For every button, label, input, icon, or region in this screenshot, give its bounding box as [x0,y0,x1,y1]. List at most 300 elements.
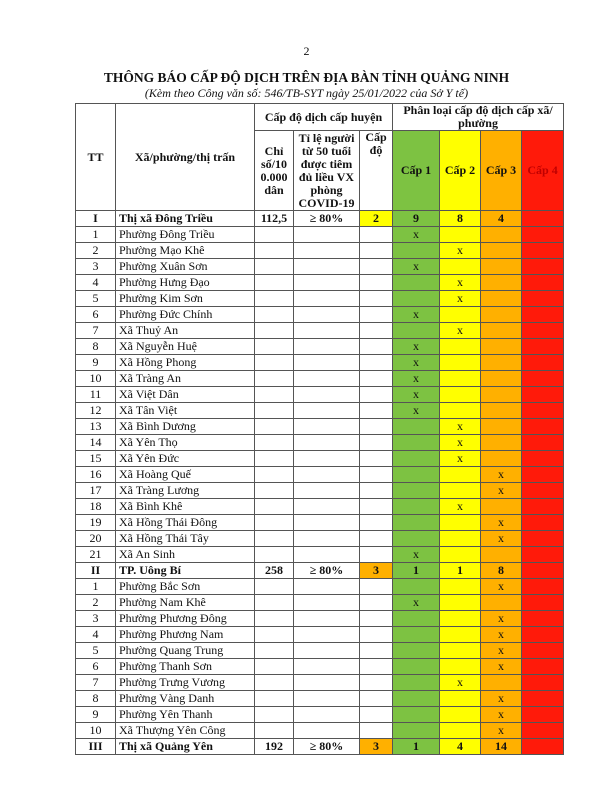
district-count-cap1: 1 [393,739,440,755]
commune-name: Xã Tân Việt [116,403,255,419]
commune-row [76,435,564,451]
empty-cell [294,595,360,611]
commune-cap3: x [481,627,522,643]
empty-cell [360,227,393,243]
commune-tt: 6 [76,307,116,323]
commune-cap2 [440,531,481,547]
empty-cell [294,467,360,483]
commune-cap4 [522,547,564,563]
commune-tt: 11 [76,387,116,403]
empty-cell [360,643,393,659]
commune-name: Xã Hồng Thái Đông [116,515,255,531]
header-level: Cấp độ [360,131,393,211]
commune-cap4 [522,579,564,595]
empty-cell [255,547,294,563]
commune-cap3 [481,451,522,467]
empty-cell [294,579,360,595]
commune-cap2 [440,611,481,627]
commune-name: Phường Kim Sơn [116,291,255,307]
header-cap1: Cấp 1 [393,131,440,211]
commune-row [76,371,564,387]
commune-cap3: x [481,579,522,595]
commune-cap4 [522,483,564,499]
commune-tt: 5 [76,291,116,307]
empty-cell [255,643,294,659]
commune-row [76,531,564,547]
empty-cell [294,355,360,371]
commune-cap4 [522,355,564,371]
commune-cap4 [522,259,564,275]
commune-cap4 [522,435,564,451]
commune-row [76,579,564,595]
commune-row [76,243,564,259]
district-count-cap3: 8 [481,563,522,579]
commune-cap1 [393,499,440,515]
district-count-cap2: 4 [440,739,481,755]
commune-cap4 [522,275,564,291]
empty-cell [255,515,294,531]
commune-row [76,611,564,627]
table-body [76,211,564,755]
empty-cell [360,483,393,499]
empty-cell [255,243,294,259]
commune-cap2 [440,467,481,483]
commune-name: Phường Đông Triều [116,227,255,243]
commune-cap1 [393,579,440,595]
commune-cap4 [522,707,564,723]
commune-cap4 [522,227,564,243]
commune-cap2: x [440,323,481,339]
district-index: 258 [255,563,294,579]
commune-tt: 4 [76,275,116,291]
commune-name: Phường Nam Khê [116,595,255,611]
empty-cell [360,403,393,419]
district-vaccine: ≥ 80% [294,739,360,755]
commune-row [76,355,564,371]
empty-cell [294,723,360,739]
empty-cell [360,339,393,355]
commune-name: Phường Quang Trung [116,643,255,659]
commune-cap2 [440,659,481,675]
commune-cap3: x [481,659,522,675]
empty-cell [360,419,393,435]
empty-cell [255,355,294,371]
commune-cap3 [481,595,522,611]
commune-tt: 3 [76,259,116,275]
empty-cell [255,483,294,499]
commune-name: Phường Yên Thanh [116,707,255,723]
empty-cell [360,291,393,307]
commune-cap1 [393,451,440,467]
commune-cap1 [393,691,440,707]
commune-row [76,595,564,611]
header-vaccine: Tỉ lệ người từ 50 tuổi được tiêm đủ liều VX phòng COVID-19 [294,131,360,211]
district-count-cap4 [522,563,564,579]
commune-cap3: x [481,691,522,707]
header-district-group: Cấp độ dịch cấp huyện [255,104,393,131]
commune-cap3 [481,435,522,451]
commune-cap1: x [393,371,440,387]
district-index: 112,5 [255,211,294,227]
district-index: 192 [255,739,294,755]
empty-cell [294,515,360,531]
commune-name: Xã Thuỷ An [116,323,255,339]
empty-cell [255,499,294,515]
empty-cell [360,435,393,451]
header-cap4-label: Cấp 4 [527,163,558,177]
header-cap4 [522,131,564,211]
commune-cap4 [522,371,564,387]
empty-cell [294,451,360,467]
empty-cell [294,643,360,659]
commune-cap2 [440,627,481,643]
commune-cap1 [393,627,440,643]
commune-row [76,323,564,339]
empty-cell [294,275,360,291]
commune-cap1 [393,611,440,627]
empty-cell [360,387,393,403]
empty-cell [360,355,393,371]
commune-cap3 [481,419,522,435]
empty-cell [360,243,393,259]
commune-cap4 [522,595,564,611]
empty-cell [360,451,393,467]
document-title: THÔNG BÁO CẤP ĐỘ DỊCH TRÊN ĐỊA BÀN TỈNH QUẢNG NINH [103,70,510,85]
commune-cap4 [522,403,564,419]
commune-cap2 [440,595,481,611]
empty-cell [360,275,393,291]
empty-cell [294,483,360,499]
commune-cap2: x [440,675,481,691]
commune-tt: 4 [76,627,116,643]
empty-cell [255,259,294,275]
commune-cap3 [481,499,522,515]
commune-row [76,547,564,563]
commune-cap1 [393,675,440,691]
empty-cell [360,707,393,723]
empty-cell [255,291,294,307]
commune-name: Phường Phương Nam [116,627,255,643]
commune-name: Phường Xuân Sơn [116,259,255,275]
document-subtitle: (Kèm theo Công văn số: 546/TB-SYT ngày 25/01/2022 của Sở Y tế) [144,86,469,100]
commune-cap1 [393,467,440,483]
empty-cell [360,691,393,707]
commune-name: Xã Bình Khê [116,499,255,515]
commune-tt: 8 [76,691,116,707]
empty-cell [360,467,393,483]
district-vaccine: ≥ 80% [294,563,360,579]
commune-tt: 19 [76,515,116,531]
district-count-cap2: 1 [440,563,481,579]
commune-cap1: x [393,355,440,371]
commune-tt: 5 [76,643,116,659]
empty-cell [294,387,360,403]
commune-name: Phường Hưng Đạo [116,275,255,291]
commune-cap3: x [481,707,522,723]
commune-cap4 [522,419,564,435]
commune-cap1 [393,483,440,499]
commune-cap2: x [440,499,481,515]
header-name: Xã/phường/thị trấn [116,104,255,211]
commune-row [76,339,564,355]
commune-cap1 [393,323,440,339]
commune-row [76,307,564,323]
commune-tt: 6 [76,659,116,675]
commune-cap2 [440,579,481,595]
commune-cap1: x [393,259,440,275]
header-cap3: Cấp 3 [481,131,522,211]
header-cap2: Cấp 2 [440,131,481,211]
commune-cap4 [522,515,564,531]
commune-cap1 [393,643,440,659]
commune-tt: 15 [76,451,116,467]
commune-name: Xã Yên Thọ [116,435,255,451]
empty-cell [294,707,360,723]
commune-cap3: x [481,515,522,531]
commune-name: Xã Hồng Thái Tây [116,531,255,547]
commune-row [76,403,564,419]
commune-cap3 [481,243,522,259]
commune-name: Phường Phương Đông [116,611,255,627]
commune-cap2 [440,515,481,531]
empty-cell [255,611,294,627]
empty-cell [294,307,360,323]
commune-cap1: x [393,227,440,243]
empty-cell [360,259,393,275]
empty-cell [294,531,360,547]
district-name: Thị xã Đông Triều [116,211,255,227]
commune-cap2 [440,355,481,371]
empty-cell [360,627,393,643]
empty-cell [255,307,294,323]
header-index: Chỉ số/10 0.000 dân [255,131,294,211]
commune-cap2 [440,387,481,403]
empty-cell [255,595,294,611]
empty-cell [255,451,294,467]
commune-tt: 21 [76,547,116,563]
commune-row [76,643,564,659]
empty-cell [255,579,294,595]
empty-cell [360,547,393,563]
commune-cap1: x [393,339,440,355]
commune-cap3 [481,403,522,419]
empty-cell [360,611,393,627]
empty-cell [294,371,360,387]
empty-cell [294,323,360,339]
commune-cap2 [440,707,481,723]
empty-cell [360,531,393,547]
commune-cap4 [522,723,564,739]
district-count-cap2: 8 [440,211,481,227]
commune-cap4 [522,243,564,259]
commune-cap4 [522,627,564,643]
commune-cap4 [522,643,564,659]
commune-cap3: x [481,643,522,659]
empty-cell [294,691,360,707]
commune-name: Xã Nguyễn Huệ [116,339,255,355]
commune-cap1: x [393,403,440,419]
empty-cell [360,579,393,595]
commune-row [76,227,564,243]
commune-cap3: x [481,611,522,627]
commune-cap2 [440,723,481,739]
commune-tt: 10 [76,371,116,387]
empty-cell [294,339,360,355]
commune-row [76,467,564,483]
commune-row [76,451,564,467]
commune-tt: 10 [76,723,116,739]
commune-cap2 [440,307,481,323]
empty-cell [294,659,360,675]
commune-cap1 [393,435,440,451]
commune-name: Phường Đức Chính [116,307,255,323]
commune-cap2: x [440,275,481,291]
commune-name: Phường Thanh Sơn [116,659,255,675]
commune-tt: 16 [76,467,116,483]
commune-row [76,419,564,435]
district-count-cap1: 9 [393,211,440,227]
empty-cell [255,435,294,451]
empty-cell [255,659,294,675]
commune-tt: 7 [76,323,116,339]
commune-name: Xã Việt Dân [116,387,255,403]
empty-cell [294,419,360,435]
empty-cell [255,371,294,387]
header-commune-group: Phân loại cấp độ dịch cấp xã/ phường [393,104,564,131]
empty-cell [294,499,360,515]
district-level: 2 [360,211,393,227]
commune-cap1: x [393,547,440,563]
empty-cell [294,435,360,451]
commune-cap3 [481,291,522,307]
commune-name: Phường Vàng Danh [116,691,255,707]
commune-cap2: x [440,451,481,467]
district-tt: II [76,563,116,579]
empty-cell [360,675,393,691]
commune-cap3 [481,675,522,691]
epidemic-level-table [75,103,564,755]
commune-cap3 [481,339,522,355]
empty-cell [255,227,294,243]
commune-cap1 [393,723,440,739]
commune-tt: 7 [76,675,116,691]
commune-row [76,483,564,499]
commune-tt: 18 [76,499,116,515]
commune-cap3 [481,275,522,291]
commune-row [76,515,564,531]
commune-cap1: x [393,307,440,323]
commune-cap1 [393,531,440,547]
commune-cap2 [440,403,481,419]
header-tt: TT [76,104,116,211]
district-count-cap1: 1 [393,563,440,579]
commune-cap2: x [440,243,481,259]
commune-cap3 [481,355,522,371]
commune-cap4 [522,307,564,323]
district-tt: I [76,211,116,227]
commune-row [76,627,564,643]
commune-cap3 [481,323,522,339]
empty-cell [255,467,294,483]
commune-cap1: x [393,387,440,403]
commune-row [76,707,564,723]
commune-tt: 12 [76,403,116,419]
empty-cell [255,339,294,355]
empty-cell [360,499,393,515]
commune-cap3 [481,259,522,275]
commune-cap1 [393,659,440,675]
commune-row [76,291,564,307]
commune-tt: 17 [76,483,116,499]
empty-cell [360,371,393,387]
commune-cap2 [440,483,481,499]
empty-cell [255,419,294,435]
district-level: 3 [360,739,393,755]
district-count-cap4 [522,211,564,227]
empty-cell [294,611,360,627]
commune-cap4 [522,675,564,691]
commune-row [76,275,564,291]
empty-cell [255,323,294,339]
district-count-cap4 [522,739,564,755]
commune-cap1 [393,515,440,531]
commune-row [76,387,564,403]
empty-cell [294,243,360,259]
commune-name: Xã Bình Dương [116,419,255,435]
commune-tt: 2 [76,243,116,259]
commune-cap4 [522,387,564,403]
empty-cell [360,723,393,739]
commune-cap3 [481,307,522,323]
commune-name: Xã Hồng Phong [116,355,255,371]
district-row [76,563,564,579]
commune-cap4 [522,659,564,675]
commune-tt: 2 [76,595,116,611]
commune-name: Xã Thượng Yên Công [116,723,255,739]
empty-cell [360,323,393,339]
commune-cap4 [522,451,564,467]
empty-cell [360,307,393,323]
commune-cap2: x [440,419,481,435]
commune-name: Xã Yên Đức [116,451,255,467]
empty-cell [294,547,360,563]
commune-cap3 [481,387,522,403]
commune-tt: 9 [76,707,116,723]
district-name: Thị xã Quảng Yên [116,739,255,755]
empty-cell [294,227,360,243]
district-tt: III [76,739,116,755]
commune-cap3 [481,547,522,563]
district-name: TP. Uông Bí [116,563,255,579]
empty-cell [255,691,294,707]
district-row [76,211,564,227]
commune-row [76,723,564,739]
empty-cell [255,403,294,419]
empty-cell [255,531,294,547]
empty-cell [294,403,360,419]
commune-name: Xã Hoàng Quế [116,467,255,483]
district-count-cap3: 4 [481,211,522,227]
commune-cap2 [440,227,481,243]
commune-row [76,675,564,691]
commune-tt: 9 [76,355,116,371]
district-level: 3 [360,563,393,579]
commune-cap3 [481,227,522,243]
commune-cap3: x [481,723,522,739]
empty-cell [294,627,360,643]
commune-cap2 [440,547,481,563]
commune-cap4 [522,691,564,707]
